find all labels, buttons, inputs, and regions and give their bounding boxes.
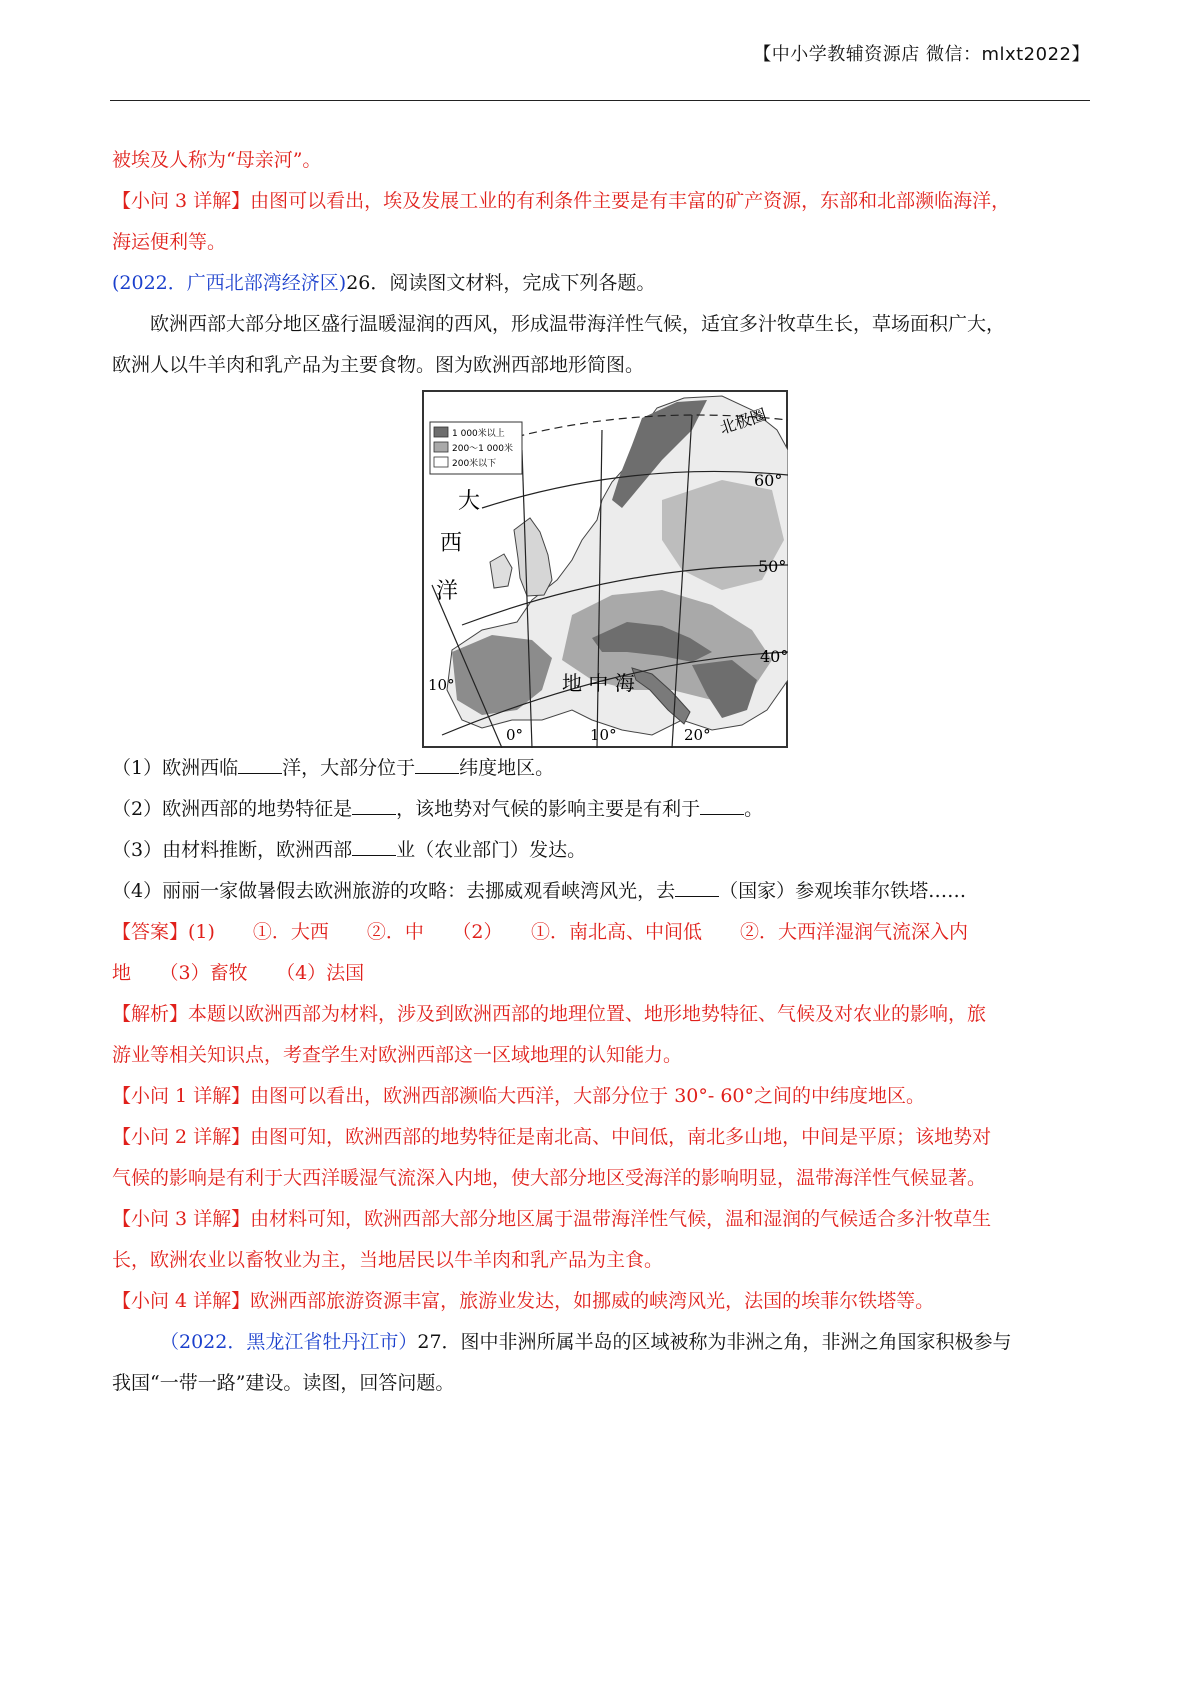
s1-text-c: 纬度地区。 [459, 757, 555, 779]
blank-5 [352, 836, 396, 856]
s1-text-b: 洋，大部分位于 [282, 757, 416, 779]
q26-source: (2022．广西北部湾经济区) [112, 272, 347, 294]
q27-prompt-a: 27．图中非洲所属半岛的区域被称为非洲之角，非洲之角国家积极参与 [417, 1331, 1012, 1353]
blank-3 [352, 795, 396, 815]
material-line-1: 欧洲西部大部分地区盛行温暖湿润的西风，形成温带海洋性气候，适宜多汁牧草生长，草场面积广大， [150, 313, 1006, 335]
sea-label: 地 中 海 [562, 671, 635, 695]
s4-text-b: （国家）参观埃菲尔铁塔…… [719, 880, 967, 902]
detail-q1: 【小问 1 详解】由图可以看出，欧洲西部濒临大西洋，大部分位于 30°- 60°之间的中纬度地区。 [112, 1085, 926, 1107]
legend-mid: 200～1 000米 [452, 444, 513, 454]
lon-0-label: 0° [506, 726, 524, 744]
detail-q3-line-2: 长，欧洲农业以畜牧业为主，当地居民以牛羊肉和乳产品为主食。 [112, 1249, 664, 1271]
sub-question-4 [112, 871, 1090, 912]
ocean-label-2: 西 [440, 531, 463, 556]
document-body [112, 140, 1090, 1404]
europe-terrain-map [422, 390, 788, 748]
s4-text-a: （4）丽丽一家做暑假去欧洲旅游的攻略：去挪威观看峡湾风光，去 [112, 880, 676, 902]
legend-high: 1 000米以上 [452, 429, 505, 439]
detail-q4: 【小问 4 详解】欧洲西部旅游资源丰富，旅游业发达，如挪威的峡湾风光，法国的埃菲尔铁塔等。 [112, 1290, 935, 1312]
answer-line-1: 【答案】(1) ①．大西 ②．中 （2） ①．南北高、中间低 ②．大西洋湿润气流深入内 [112, 921, 969, 943]
detail-q2-line-2: 气候的影响是有利于大西洋暖湿气流深入内地，使大部分地区受海洋的影响明显，温带海洋性气候显著。 [112, 1167, 987, 1189]
lon-20e-label: 20° [684, 726, 711, 744]
s1-text-a: （1）欧洲西临 [112, 757, 239, 779]
detail-q3-line: 【小问 3 详解】由图可以看出，埃及发展工业的有利条件主要是有丰富的矿产资源，东部和北部濒临海洋， [112, 190, 1011, 212]
detail-q2-line-1: 【小问 2 详解】由图可知，欧洲西部的地势特征是南北高、中间低，南北多山地，中间是平原；该地势对 [112, 1126, 992, 1148]
ocean-label-3: 洋 [436, 579, 459, 604]
arctic-label: 北极圈 [717, 404, 769, 438]
map-legend [430, 422, 522, 474]
q27-source: （2022．黑龙江省牡丹江市） [160, 1331, 418, 1353]
q27-prompt-b: 我国“一带一路”建设。读图，回答问题。 [112, 1372, 455, 1394]
sub-question-3 [112, 830, 1090, 871]
lon-10e-label: 10° [590, 726, 617, 744]
blank-4 [700, 795, 744, 815]
legend-low: 200米以下 [452, 459, 497, 469]
page-header [110, 40, 1090, 101]
analysis-line-1: 【解析】本题以欧洲西部为材料，涉及到欧洲西部的地理位置、地形地势特征、气候及对农业的影响，旅 [112, 1003, 987, 1025]
lat-50-label: 50° [758, 557, 787, 576]
question-26-header [112, 263, 1090, 304]
answer-line: 被埃及人称为“母亲河”。 [112, 149, 322, 171]
lat-60-label: 60° [754, 471, 783, 490]
blank-2 [415, 754, 459, 774]
q26-prompt: 26．阅读图文材料，完成下列各题。 [346, 272, 656, 294]
map-svg [422, 390, 788, 748]
material-line-2: 欧洲人以牛羊肉和乳产品为主要食物。图为欧洲西部地形简图。 [112, 354, 645, 376]
lon-10w-label: 10° [428, 676, 455, 694]
header-text: 【中小学教辅资源店 微信：mlxt2022】 [753, 44, 1090, 65]
ocean-label-1: 大 [458, 489, 481, 514]
s2-text-c: 。 [744, 798, 764, 820]
answer-line-2: 地 （3）畜牧 （4）法国 [112, 962, 365, 984]
detail-q3-line-1: 【小问 3 详解】由材料可知，欧洲西部大部分地区属于温带海洋性气候，温和湿润的气候适合多汁牧草生 [112, 1208, 992, 1230]
detail-q3-line-cont: 海运便利等。 [112, 231, 227, 253]
question-27-header [112, 1322, 1090, 1363]
blank-1 [238, 754, 282, 774]
blank-6 [675, 877, 719, 897]
s2-text-a: （2）欧洲西部的地势特征是 [112, 798, 353, 820]
sub-question-1 [112, 748, 1090, 789]
sub-question-2 [112, 789, 1090, 830]
s3-text-b: 业（农业部门）发达。 [396, 839, 587, 861]
s3-text-a: （3）由材料推断，欧洲西部 [112, 839, 353, 861]
lat-40-label: 40° [760, 647, 788, 666]
analysis-line-2: 游业等相关知识点，考查学生对欧洲西部这一区域地理的认知能力。 [112, 1044, 683, 1066]
s2-text-b: ，该地势对气候的影响主要是有利于 [396, 798, 701, 820]
